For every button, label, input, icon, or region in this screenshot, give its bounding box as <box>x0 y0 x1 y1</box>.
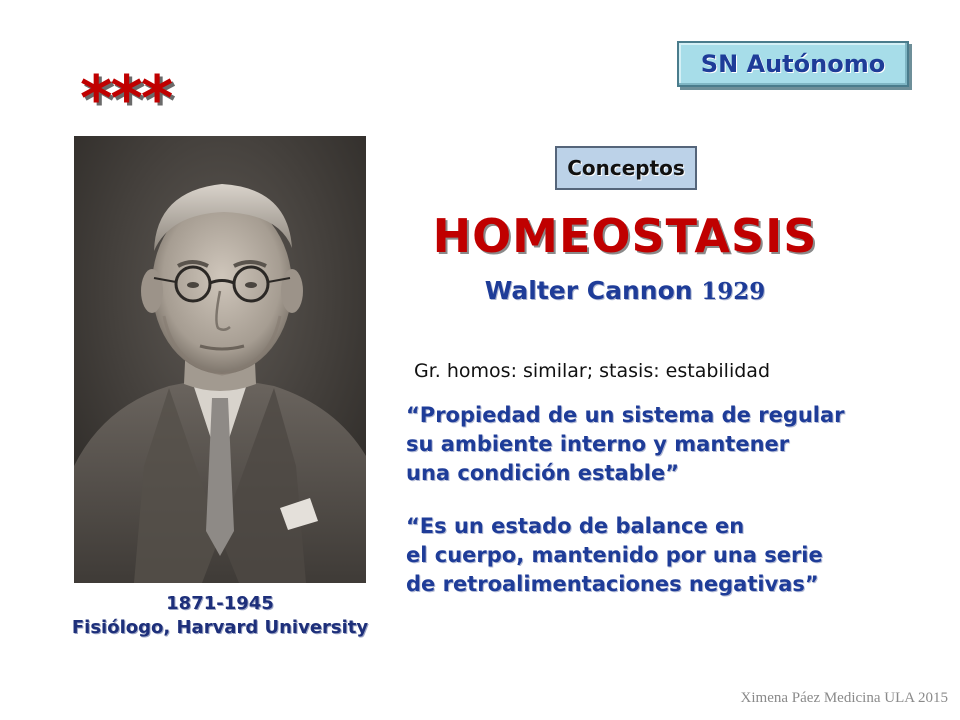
caption-role: Fisiólogo, Harvard University <box>71 617 369 638</box>
sn-autonomo-label: SN Autónomo <box>700 50 886 78</box>
sn-autonomo-badge[interactable] <box>677 41 909 87</box>
quote1-line2: su ambiente interno y mantener <box>406 432 790 456</box>
caption-years: 1871-1945 <box>166 593 274 614</box>
definition-quote-1 <box>406 401 845 488</box>
photo-caption <box>60 592 380 640</box>
etymology-text: Gr. homos: similar; stasis: estabilidad <box>414 360 770 382</box>
quote2-line1: “Es un estado de balance en <box>406 514 745 538</box>
subtitle-name: Walter Cannon <box>484 276 693 305</box>
subtitle-year: 1929 <box>701 278 766 305</box>
portrait-illustration <box>74 136 366 583</box>
conceptos-badge[interactable] <box>555 146 697 190</box>
quote2-line2: el cuerpo, mantenido por una serie <box>406 543 823 567</box>
portrait-photo <box>74 136 366 583</box>
quote1-line1: “Propiedad de un sistema de regular <box>406 403 845 427</box>
quote2-line3: de retroalimentaciones negativas” <box>406 572 819 596</box>
conceptos-label: Conceptos <box>567 156 685 180</box>
stars-marker: *** <box>80 62 172 135</box>
quote1-line3: una condición estable” <box>406 461 679 485</box>
definition-quote-2 <box>406 512 823 599</box>
slide-title: HOMEOSTASIS <box>432 209 818 263</box>
footer-credit: Ximena Páez Medicina ULA 2015 <box>740 690 948 706</box>
slide-subtitle <box>380 276 870 305</box>
